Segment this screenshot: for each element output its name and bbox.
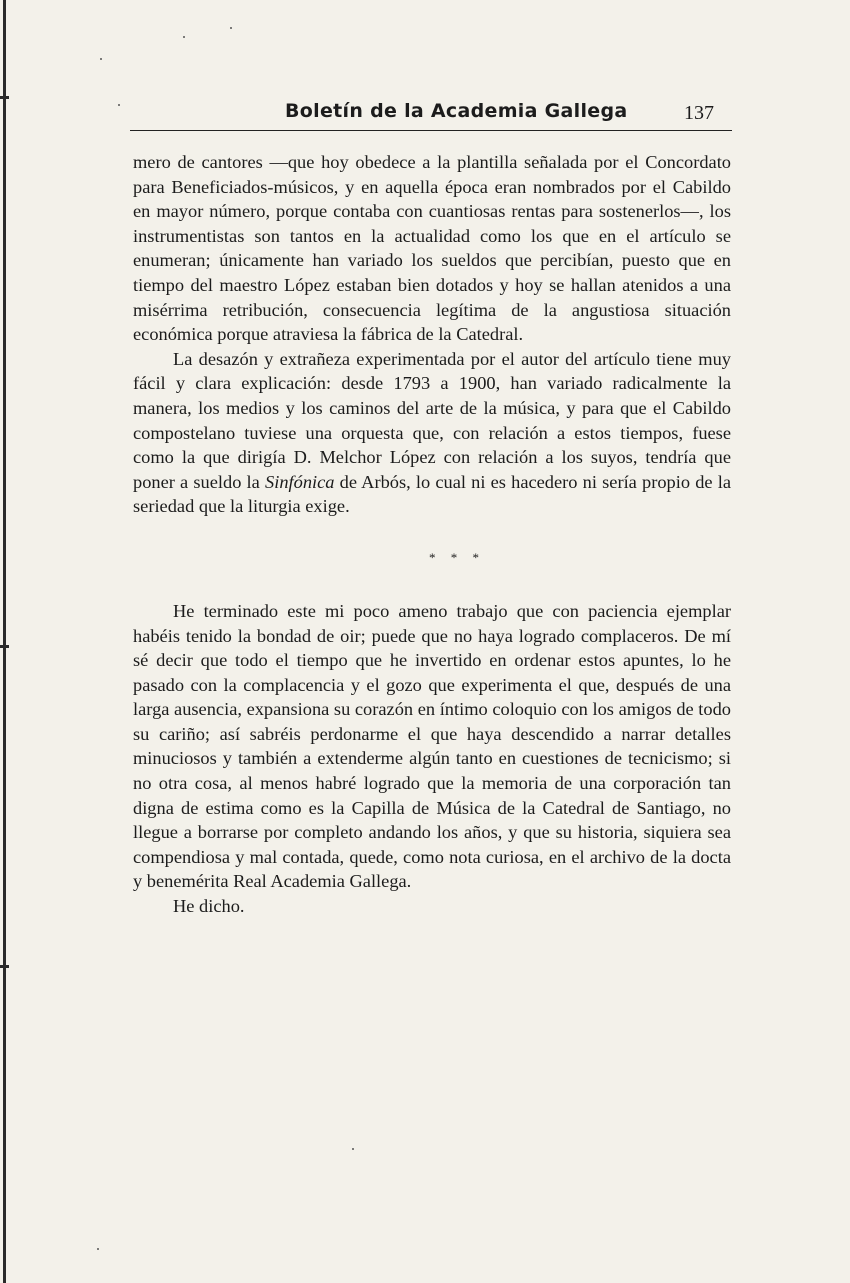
paper-speck — [97, 1248, 99, 1250]
paragraph-3: He terminado este mi poco ameno trabajo que con paciencia ejemplar habéis tenido la bondad de oir; puede que no haya logrado complaceros. De mí sé decir que todo el tiempo que he invertido en ordenar estos apuntes, lo he pasado con la complacencia y el gozo que experimenta el que, después de una larga ausencia, expansiona su corazón en íntimo coloquio con los amigos de todo su cariño; así sabréis perdonarme el que haya descendido a narrar detalles minuciosos y también a extenderme algún tanto en cuestiones de tecnicismo; si no otra cosa, al menos habré logrado que la memoria de una corporación tan digna de estima como es la Capilla de Música de la Catedral de Santiago, no llegue a borrarse por completo andando los años, y que su historia, siquiera sea compendiosa y mal contada, quede, como nota curiosa, en el archivo de la docta y benemérita Real Academia Gallega. — [133, 600, 731, 892]
binding-mark — [0, 96, 9, 99]
page-number: 137 — [684, 102, 714, 124]
page-header — [130, 100, 732, 131]
page-binding-edge — [3, 0, 6, 1283]
paper-speck — [230, 27, 232, 29]
closing-line: He dicho. — [173, 896, 245, 917]
paper-speck — [352, 1148, 354, 1150]
paper-speck — [100, 58, 102, 60]
section-separator: * * * — [429, 549, 485, 565]
paragraph-2-italic: Sinfónica — [265, 471, 335, 492]
binding-mark — [0, 645, 9, 648]
paragraph-2-text-end: de Arbós, lo cual ni es hacedero ni sería propio de la seriedad que la liturgia exige. — [133, 471, 732, 517]
paper-speck — [118, 104, 120, 106]
body-text — [133, 150, 731, 919]
running-title: Boletín de la Academia Gallega — [285, 100, 628, 122]
paper-speck — [183, 36, 185, 38]
paragraph-2-text: La desazón y extrañeza experimentada por el autor del artículo tiene muy fácil y clara explicación: desde 1793 a 1900, han variado radicalmente la manera, los medios y los caminos del arte de la música, y para que el Cabildo compostelano tuviese una orquesta que, con relación a estos tiempos, fuese como la que dirigía D. Melchor López con relación a los suyos, tendría que poner a sueldo la — [133, 348, 731, 492]
binding-mark — [0, 965, 9, 968]
paragraph-2 — [133, 347, 731, 519]
paragraph-1: mero de cantores —que hoy obedece a la plantilla señalada por el Concordato para Beneficiados-músicos, y en aquella época eran nombrados por el Cabildo en mayor número, porque contaba con cuantiosas rentas para sostenerlos—, los instrumentistas son tantos en la actualidad como los que en el artículo se enumeran; únicamente han variado los sueldos que percibían, puesto que en tiempo del maestro López estaban bien dotados y hoy se hallan atenidos a una misérrima retribución, consecuencia legítima de la angustiosa situación económica porque atraviesa la fábrica de la Catedral. — [133, 152, 731, 345]
